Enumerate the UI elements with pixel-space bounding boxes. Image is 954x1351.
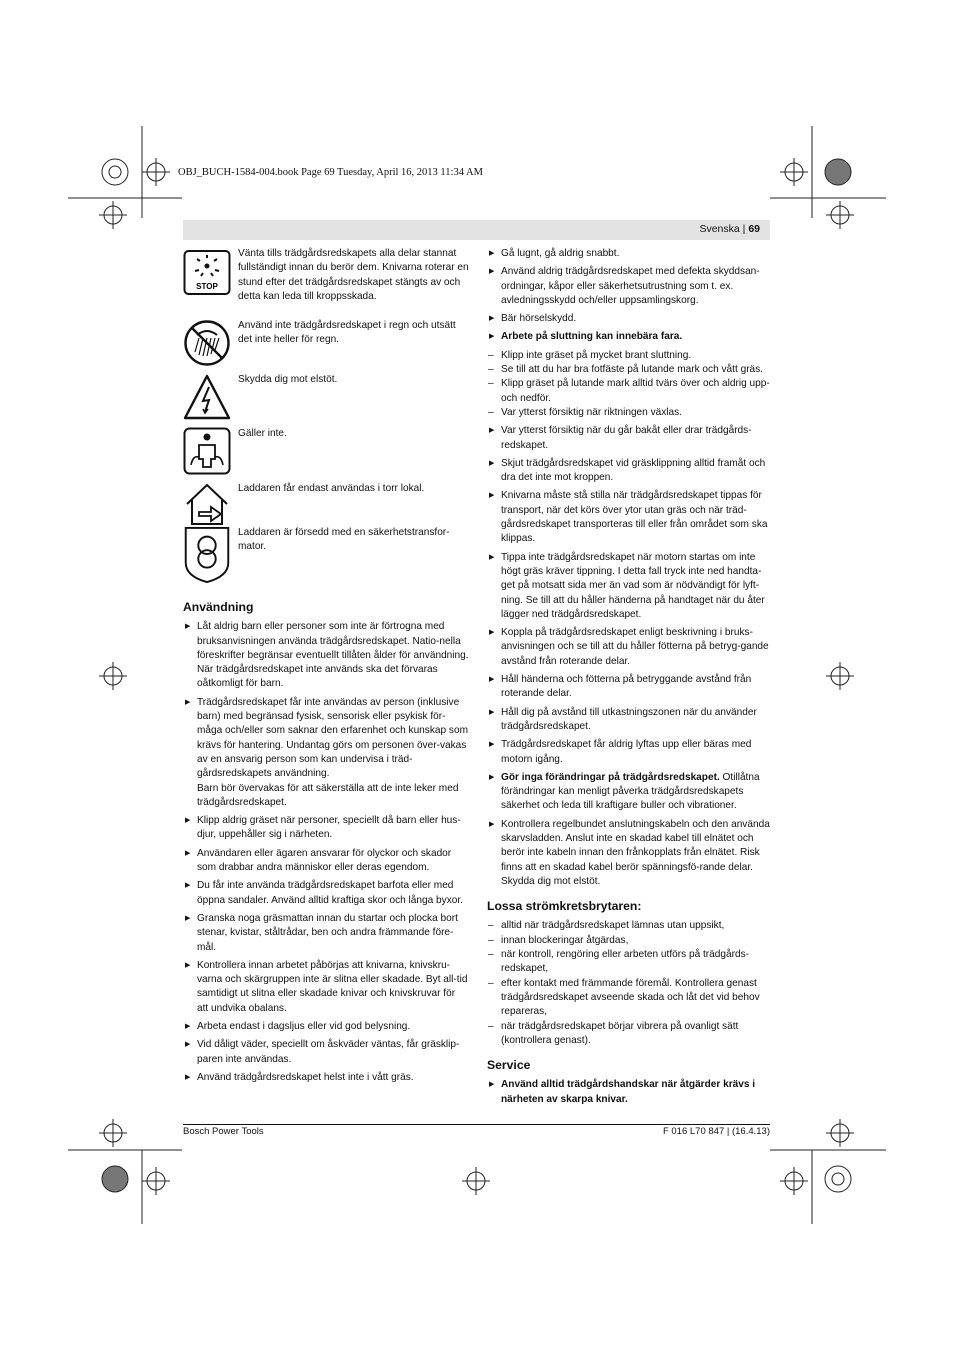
list-item-modify <box>487 771 771 814</box>
list-item: ▶ Knivarna måste stå stilla när trädgårdsredskapet tippas för transport, när det körs över ytor utan gräs och när träd-gårdsredskapet transporteras till eller från området som ska klippas. <box>487 489 771 546</box>
modify-rest: Otillåtna förändringar kan menligt påverka trädgårdsredskapets säkerhet och leda till kraftigare buller och vibrationer. <box>501 771 760 812</box>
header-separator: | <box>742 223 746 235</box>
list-item: ▶ Använd aldrig trädgårdsredskapet med defekta skyddsan-ordningar, kåpor eller säkerhetsutrustning som t. ex. avledningsskydd och/eller uppsamlingskorg. <box>487 265 771 308</box>
dash-item: – när trädgårdsredskapet börjar vibrera på ovanligt sätt (kontrollera genast). <box>487 1020 771 1049</box>
indoor-use-icon <box>183 482 231 526</box>
list-item: ▶ Tippa inte trädgårdsredskapet när motorn startas om inte högt gräs kräver tippning. I detta fall tryck inte ned handta-get på motsatt sida mer än vad som är nödvändigt för lyft-ning. Se till att du håller händerna på handtaget när du åter lägger ned trädgårdsredskapet. <box>487 551 771 622</box>
symbol-text-person: Gäller inte. <box>238 428 287 439</box>
symbol-text-indoor: Laddaren får endast användas i torr lokal. <box>238 483 425 494</box>
slope-warning-text: Arbete på sluttning kan innebära fara. <box>501 331 683 343</box>
list-item: ▶ Skjut trädgårdsredskapet vid gräsklippning alltid framåt och dra det inte mot kroppen. <box>487 457 771 486</box>
list-item: ▶ Låt aldrig barn eller personer som inte är förtrogna med bruksanvisningen använda trädgårdsredskapet. Natio-nella föreskrifter begränsar eventuellt tillåten ålder för användning. När trädgårdsredskapet inte används ska det förvaras oåtkomligt för barn. <box>183 620 469 691</box>
dash-item: – Var ytterst försiktig när riktningen växlas. <box>487 406 771 420</box>
symbol-row-indoor <box>183 482 469 526</box>
modify-bold: Gör inga förändringar på trädgårdsredskapet. <box>501 771 720 783</box>
footer-divider <box>183 1124 770 1125</box>
book-file-line: OBJ_BUCH-1584-004.book Page 69 Tuesday, April 16, 2013 11:34 AM <box>178 167 483 178</box>
symbol-row-rain <box>183 319 469 373</box>
electric-shock-warning-icon <box>183 373 231 421</box>
list-item-text: ▶ Trädgårdsredskapet får inte användas av person (inklusive barn) med begränsad fysisk, sensorisk eller psykisk för-måga och/eller som saknar den erfarenhet och kunskap som krävs för hantering. Undantag görs om personen över-vakas av en ansvarig person som kan undervisa i träd-gårdsredskapets användning. <box>197 696 468 780</box>
symbol-text-shock: Skydda dig mot elstöt. <box>238 374 338 385</box>
list-item: ▶ Trädgårdsredskapet får aldrig lyftas upp eller bäras med motorn igång. <box>487 738 771 767</box>
list-item: ▶ Koppla på trädgårdsredskapet enligt beskrivning i bruks-anvisningen och se till att du håller fötterna på betryg-gande avstånd från roterande delar. <box>487 626 771 669</box>
list-item: ▶ Granska noga gräsmattan innan du startar och plocka bort stenar, kvistar, ståltrådar, ben och andra främmande före-mål. <box>183 912 469 955</box>
header-text <box>699 223 760 235</box>
no-rain-icon <box>183 319 231 367</box>
list-item: ▶ Gå lugnt, gå aldrig snabbt. <box>487 247 771 261</box>
dash-item: – Klipp inte gräset på mycket brant sluttning. <box>487 349 771 363</box>
dash-item: – innan blockeringar åtgärdas, <box>487 934 771 948</box>
slope-warning <box>487 330 771 344</box>
children-note: Barn bör övervakas för att säkerställa att de inte leker med trädgårdsredskapet. <box>197 782 459 808</box>
list-item: ▶ Klipp aldrig gräset när personer, speciellt då barn eller hus-djur, uppehåller sig i närheten. <box>183 814 469 843</box>
symbol-row-stop <box>183 247 469 319</box>
list-item: ▶ Bär hörselskydd. <box>487 312 771 326</box>
symbol-row-transformer <box>183 526 469 590</box>
section-heading-breaker: Lossa strömkretsbrytaren: <box>487 899 642 914</box>
list-item: ▶ Använd trädgårdsredskapet helst inte i vått gräs. <box>183 1071 469 1085</box>
list-item: ▶ Håll händerna och fötterna på betryggande avstånd från roterande delar. <box>487 673 771 702</box>
list-item: ▶ Vid dåligt väder, speciellt om åskväder väntas, får gräsklip-paren inte användas. <box>183 1038 469 1067</box>
symbol-text-transformer: Laddaren är försedd med en säkerhetstransfor-mator. <box>238 527 450 553</box>
list-item: ▶ Kontrollera innan arbetet påbörjas att knivarna, knivskru-varna och skärgruppen inte är slitna eller skadade. Byt all-tid samtidigt ut slitna eller skadade knivar och knivskruvar för att undvika obalans. <box>183 959 469 1016</box>
list-item: ▶ Användaren eller ägaren ansvarar för olyckor och skador som drabbar andra människor eller deras egendom. <box>183 847 469 876</box>
list-item: ▶ Kontrollera regelbundet anslutningskabeln och den använda skarvsladden. Anslut inte en skadad kabel till elnätet och berör inte kabeln innan den frånkopplats från elnätet. Risk finns att en skadad kabel berör spänningsfö-rande delar. Skydda dig mot elstöt. <box>487 818 771 889</box>
dash-item: – alltid när trädgårdsredskapet lämnas utan uppsikt, <box>487 919 771 933</box>
symbol-row-person <box>183 427 469 482</box>
dash-item: – när kontroll, rengöring eller arbeten utförs på trädgårds-redskapet, <box>487 948 771 977</box>
section-heading-service: Service <box>487 1058 531 1073</box>
list-item: ▶ Arbeta endast i dagsljus eller vid god belysning. <box>183 1020 469 1034</box>
list-item: ▶ Håll dig på avstånd till utkastningszonen när du använder trädgårdsredskapet. <box>487 706 771 735</box>
page-header <box>183 220 770 240</box>
dash-item: – efter kontakt med främmande föremål. Kontrollera genast trädgårdsredskapet avseende skada och låt det vid behov repareras, <box>487 977 771 1020</box>
footer-doc-code: F 016 L70 847 | (16.4.13) <box>662 1126 770 1137</box>
section-heading-anvandning: Användning <box>183 600 254 614</box>
page-number: 69 <box>748 223 760 235</box>
service-item <box>487 1078 771 1107</box>
dash-item: – Klipp gräset på lutande mark alltid tvärs över och aldrig upp- och nedför. <box>487 377 771 406</box>
symbol-text-stop: Vänta tills trädgårdsredskapets alla delar stannat fullständigt innan du berör dem. Knivarna roterar en stund efter det trädgårdsredskapet stängts av och detta kan leda till kroppsskada. <box>238 248 469 302</box>
stop-rotation-icon <box>183 247 231 295</box>
symbol-text-rain: Använd inte trädgårdsredskapet i regn och utsätt det inte heller för regn. <box>238 320 456 346</box>
list-item <box>183 696 469 810</box>
left-column <box>183 247 469 1089</box>
safety-transformer-icon <box>183 526 231 584</box>
right-column <box>487 247 771 1111</box>
person-icon <box>183 427 231 475</box>
service-item-text: Använd alltid trädgårdshandskar när åtgärder krävs i närheten av skarpa knivar. <box>501 1079 756 1105</box>
footer-brand: Bosch Power Tools <box>183 1126 264 1137</box>
dash-item: – Se till att du har bra fotfäste på lutande mark och vått gräs. <box>487 363 771 377</box>
symbol-row-shock <box>183 373 469 427</box>
list-item: ▶ Var ytterst försiktig när du går bakåt eller drar trädgårds-redskapet. <box>487 424 771 453</box>
list-item: ▶ Du får inte använda trädgårdsredskapet barfota eller med öppna sandaler. Använd alltid kraftiga skor och långa byxor. <box>183 879 469 908</box>
header-language: Svenska <box>699 223 740 235</box>
svg-text:STOP: STOP <box>196 282 218 291</box>
